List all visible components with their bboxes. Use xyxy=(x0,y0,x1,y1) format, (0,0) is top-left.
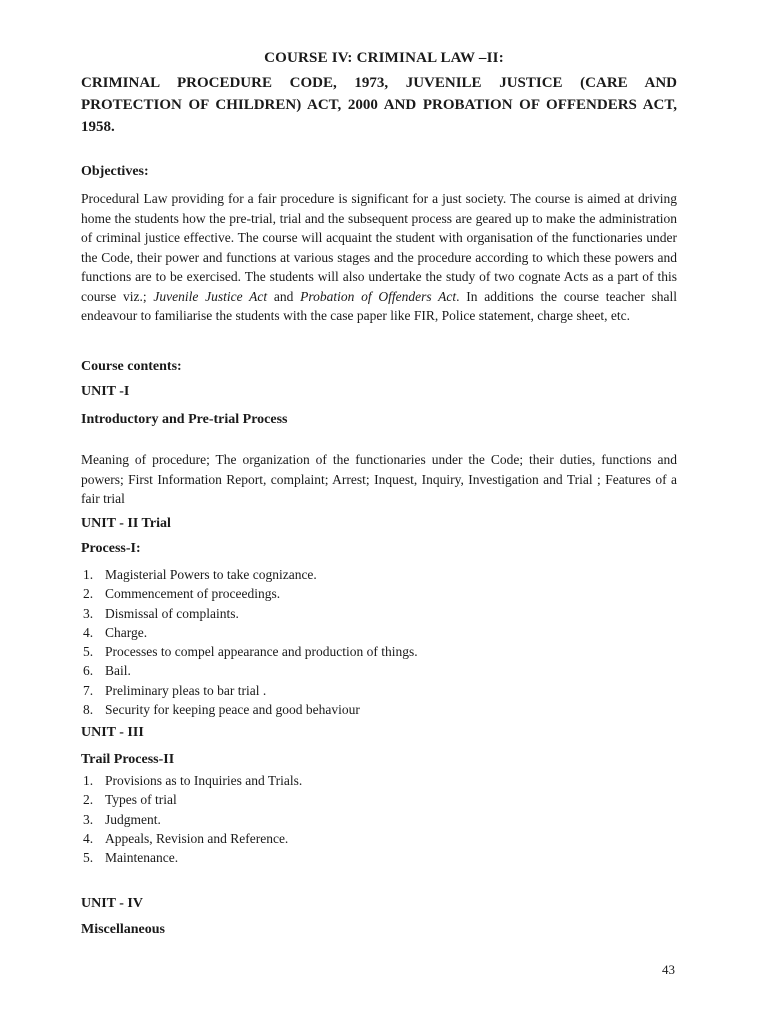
list-item xyxy=(83,829,302,848)
objectives-text-3: . In additions the course teacher shall endeavour to familiarise the students with the case paper like FIR, Police statement, charge sheet, etc. xyxy=(81,288,677,323)
unit-4-subheading: Miscellaneous xyxy=(81,922,165,937)
list-item-text: Types of trial xyxy=(105,792,177,808)
unit-1-subheading: Introductory and Pre-trial Process xyxy=(81,412,288,427)
unit-3-list xyxy=(83,771,302,867)
unit-1-paragraph: Meaning of procedure; The organization of the functionaries under the Code; their duties, functions and powers; First Information Report, complaint; Arrest; Inquest, Inquiry, Investigation and Trial ; Features of a fair trial xyxy=(81,452,677,506)
list-item-number: 2. xyxy=(83,792,94,808)
list-item xyxy=(83,565,418,584)
list-item xyxy=(83,771,302,790)
list-item xyxy=(83,584,418,603)
probation-of-offenders-act: Probation of Offenders Act xyxy=(300,288,457,304)
list-item-text: Bail. xyxy=(105,663,131,679)
list-item xyxy=(83,661,418,680)
list-item xyxy=(83,790,302,809)
list-item-number: 3. xyxy=(83,811,94,827)
list-item xyxy=(83,604,418,623)
list-item-text: Judgment. xyxy=(105,811,161,827)
course-contents-heading: Course contents: xyxy=(81,359,182,374)
list-item-text: Preliminary pleas to bar trial . xyxy=(105,682,267,698)
list-item xyxy=(83,642,418,661)
list-item-text: Maintenance. xyxy=(105,850,179,866)
list-item-number: 7. xyxy=(83,682,94,698)
course-subtitle: CRIMINAL PROCEDURE CODE, 1973, JUVENILE JUSTICE (CARE AND PROTECTION OF CHILDREN) ACT, 2000 AND PROBATION OF OFFENDERS ACT, 1958. xyxy=(81,75,677,135)
course-title: COURSE IV: CRIMINAL LAW –II: xyxy=(264,50,504,66)
list-item-text: Appeals, Revision and Reference. xyxy=(105,830,289,846)
list-item-text: Charge. xyxy=(105,624,148,640)
list-item-number: 2. xyxy=(83,586,94,602)
list-item-text: Security for keeping peace and good behaviour xyxy=(105,702,360,718)
list-item-number: 8. xyxy=(83,702,94,718)
list-item-text: Commencement of proceedings. xyxy=(105,586,281,602)
list-item-number: 1. xyxy=(83,567,94,582)
unit-2-heading: UNIT - II Trial xyxy=(81,516,171,531)
list-item xyxy=(83,810,302,829)
unit-3-heading: UNIT - III xyxy=(81,725,144,740)
list-item-text: Provisions as to Inquiries and Trials. xyxy=(105,773,303,788)
page-number: 43 xyxy=(662,962,675,977)
unit-1-heading: UNIT -I xyxy=(81,384,130,399)
unit-4-heading: UNIT - IV xyxy=(81,896,143,911)
list-item-number: 4. xyxy=(83,830,94,846)
list-item xyxy=(83,700,418,719)
unit-2-list xyxy=(83,565,418,719)
list-item-text: Processes to compel appearance and production of things. xyxy=(105,644,418,660)
list-item-number: 5. xyxy=(83,644,94,660)
unit-3-subheading: Trail Process-II xyxy=(81,752,175,767)
objectives-text-1: Procedural Law providing for a fair procedure is significant for a just society. The course is aimed at driving home the students how the pre-trial, trial and the subsequent process are geared up to make the administration of criminal justice effective. The course will acquaint the student with organisation of the functionaries under the Code, their power and functions at various stages and the procedure according to which these powers and functions are to be exercised. The students will also undertake the study of two cognate Acts as a part of this course viz.; xyxy=(81,191,677,304)
list-item xyxy=(83,623,418,642)
juvenile-justice-act: Juvenile Justice Act xyxy=(153,288,268,304)
unit-2-subheading: Process-I: xyxy=(81,541,141,556)
list-item-number: 1. xyxy=(83,773,94,788)
objectives-paragraph xyxy=(81,189,677,326)
list-item xyxy=(83,681,418,700)
list-item-number: 4. xyxy=(83,624,94,640)
list-item-number: 3. xyxy=(83,605,94,621)
list-item-number: 5. xyxy=(83,850,94,866)
objectives-text-2: and xyxy=(267,288,301,304)
objectives-heading: Objectives: xyxy=(81,164,149,179)
list-item-text: Dismissal of complaints. xyxy=(105,605,239,621)
list-item xyxy=(83,848,302,867)
list-item-text: Magisterial Powers to take cognizance. xyxy=(105,567,317,582)
list-item-number: 6. xyxy=(83,663,94,679)
